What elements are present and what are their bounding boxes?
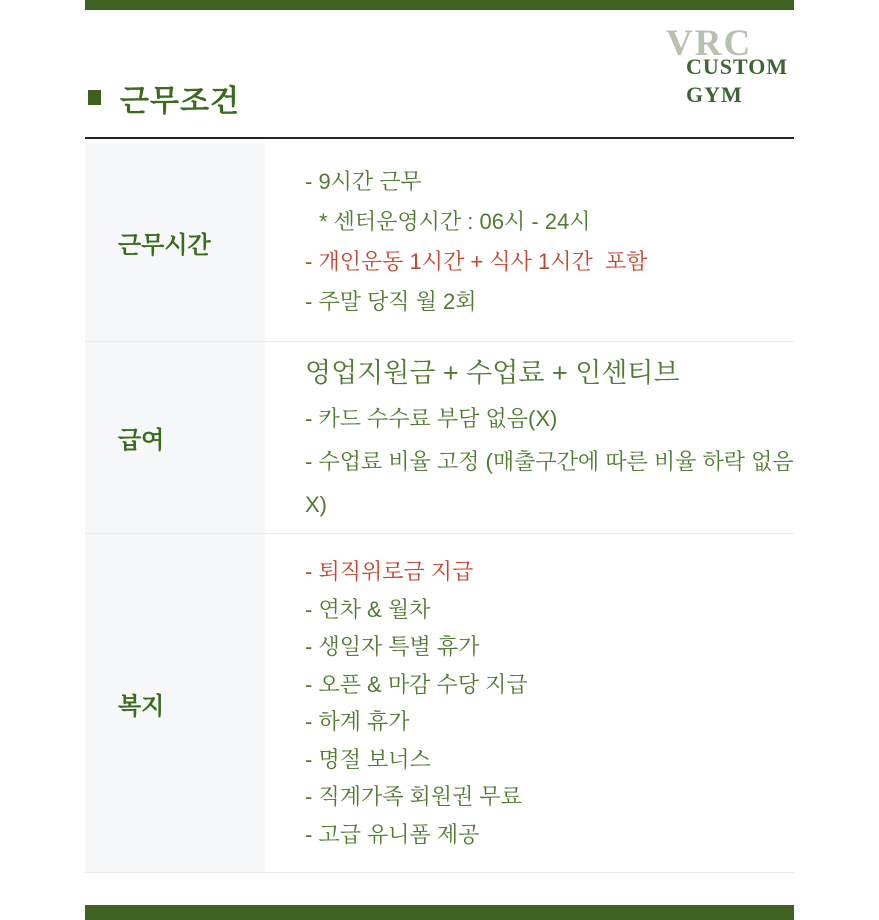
content-line: - 수업료 비율 고정 (매출구간에 따른 비율 하락 없음 X)	[305, 449, 800, 517]
vrc-custom-gym-logo	[640, 20, 840, 120]
row-content-work-hours	[265, 143, 794, 341]
content-line: - 생일자 특별 휴가	[305, 634, 480, 659]
content-line: - 연차 & 월차	[305, 596, 431, 622]
table-row-work-hours	[85, 143, 794, 341]
row-label-salary: 급여	[85, 342, 265, 533]
content-line: - 오픈 & 마감 수당 지급	[305, 671, 528, 697]
content-line: - 직계가족 회원권 무료	[305, 784, 522, 809]
logo-custom-text: CUSTOM	[686, 54, 789, 79]
content-line: - 주말 당직 월 2회	[305, 289, 477, 314]
work-conditions-table	[85, 143, 800, 873]
page-title: 근무조건	[120, 85, 240, 118]
content-line-highlighted: - 퇴직위로금 지급	[305, 559, 474, 584]
logo-vrc-text: VRC	[666, 23, 753, 64]
content-line: - 하계 휴가	[305, 709, 410, 734]
content-line: - 고급 유니폼 제공	[305, 821, 480, 847]
row-content-benefits	[265, 534, 794, 872]
row-content-salary	[265, 342, 800, 533]
title-underline-divider	[85, 137, 794, 139]
row-label-work-hours: 근무시간	[85, 143, 265, 341]
content-line: * 센터운영시간 : 06시 - 24시	[319, 209, 591, 234]
content-line-highlighted: - 개인운동 1시간 + 식사 1시간 포함	[305, 249, 648, 274]
salary-formula-line: 영업지원금 + 수업료 + 인센티브	[305, 358, 680, 388]
row-label-benefits: 복지	[85, 534, 265, 872]
content-line: - 명절 보너스	[305, 746, 431, 772]
content-line: - 카드 수수료 부담 없음(X)	[305, 406, 558, 431]
table-row-benefits	[85, 533, 794, 872]
title-square-bullet	[88, 90, 101, 105]
bottom-brand-bar	[85, 905, 794, 920]
top-brand-bar	[85, 0, 794, 10]
table-row-salary	[85, 341, 800, 533]
content-line: - 9시간 근무	[305, 169, 422, 194]
logo-gym-text: GYM	[686, 82, 743, 107]
